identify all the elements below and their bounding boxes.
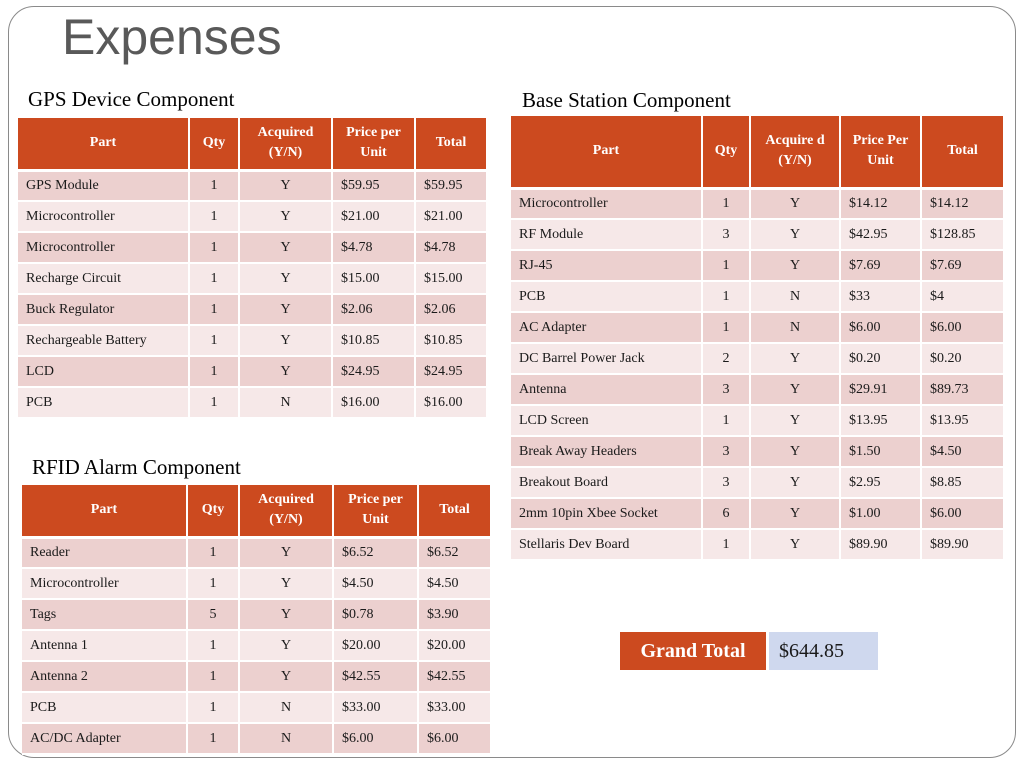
table-row [511, 188, 1003, 219]
price-cell: $33.00 [333, 692, 418, 723]
total-cell: $14.12 [921, 188, 1003, 219]
part-cell: 2mm 10pin Xbee Socket [511, 498, 702, 529]
part-cell: Reader [22, 537, 187, 568]
price-cell: $4.78 [332, 232, 415, 263]
acquired-cell: Y [239, 294, 332, 325]
table-row [511, 343, 1003, 374]
table-row [511, 529, 1003, 560]
price-cell: $0.20 [840, 343, 921, 374]
part-cell: AC/DC Adapter [22, 723, 187, 754]
total-cell: $6.00 [921, 498, 1003, 529]
table-row [511, 281, 1003, 312]
table-row [511, 405, 1003, 436]
table-row [18, 325, 486, 356]
part-cell: Antenna 2 [22, 661, 187, 692]
total-cell: $10.85 [415, 325, 486, 356]
column-header-acquired: Acquired (Y/N) [239, 118, 332, 170]
base-section-label: Base Station Component [522, 88, 731, 112]
price-cell: $33 [840, 281, 921, 312]
table-row [511, 498, 1003, 529]
total-cell: $59.95 [415, 170, 486, 201]
acquired-cell: Y [750, 374, 840, 405]
qty-cell: 1 [189, 294, 239, 325]
rfid-expenses-table [22, 485, 490, 755]
price-cell: $21.00 [332, 201, 415, 232]
total-cell: $4.78 [415, 232, 486, 263]
acquired-cell: Y [239, 537, 333, 568]
acquired-cell: Y [750, 436, 840, 467]
qty-cell: 3 [702, 436, 750, 467]
table-row [18, 387, 486, 418]
acquired-cell: Y [239, 201, 332, 232]
total-cell: $13.95 [921, 405, 1003, 436]
column-header-price: Price per Unit [332, 118, 415, 170]
qty-cell: 1 [189, 356, 239, 387]
qty-cell: 1 [187, 661, 239, 692]
acquired-cell: Y [239, 661, 333, 692]
table-row [22, 537, 490, 568]
qty-cell: 1 [189, 232, 239, 263]
table-row [18, 356, 486, 387]
price-cell: $89.90 [840, 529, 921, 560]
acquired-cell: Y [750, 250, 840, 281]
total-cell: $6.00 [921, 312, 1003, 343]
acquired-cell: Y [750, 219, 840, 250]
acquired-cell: N [750, 312, 840, 343]
column-header-part: Part [22, 485, 187, 537]
grand-total-label: Grand Total [620, 632, 766, 670]
price-cell: $15.00 [332, 263, 415, 294]
acquired-cell: Y [239, 232, 332, 263]
acquired-cell: Y [239, 356, 332, 387]
acquired-cell: N [750, 281, 840, 312]
part-cell: Rechargeable Battery [18, 325, 189, 356]
table-row [511, 374, 1003, 405]
price-cell: $7.69 [840, 250, 921, 281]
column-header-qty: Qty [189, 118, 239, 170]
part-cell: DC Barrel Power Jack [511, 343, 702, 374]
qty-cell: 6 [702, 498, 750, 529]
part-cell: Buck Regulator [18, 294, 189, 325]
price-cell: $20.00 [333, 630, 418, 661]
total-cell: $33.00 [418, 692, 490, 723]
acquired-cell: Y [750, 188, 840, 219]
table-row [511, 219, 1003, 250]
part-cell: PCB [511, 281, 702, 312]
acquired-cell: Y [750, 467, 840, 498]
acquired-cell: Y [750, 529, 840, 560]
price-cell: $6.00 [840, 312, 921, 343]
part-cell: Microcontroller [22, 568, 187, 599]
price-cell: $24.95 [332, 356, 415, 387]
part-cell: Microcontroller [511, 188, 702, 219]
gps-section-label: GPS Device Component [28, 87, 235, 111]
table-row [22, 661, 490, 692]
table-row [18, 263, 486, 294]
qty-cell: 1 [187, 692, 239, 723]
total-cell: $15.00 [415, 263, 486, 294]
qty-cell: 1 [702, 188, 750, 219]
part-cell: RJ-45 [511, 250, 702, 281]
acquired-cell: Y [239, 325, 332, 356]
table-row [22, 599, 490, 630]
qty-cell: 2 [702, 343, 750, 374]
qty-cell: 3 [702, 219, 750, 250]
qty-cell: 1 [702, 250, 750, 281]
part-cell: Antenna 1 [22, 630, 187, 661]
acquired-cell: Y [239, 568, 333, 599]
total-cell: $24.95 [415, 356, 486, 387]
column-header-qty: Qty [702, 116, 750, 188]
total-cell: $128.85 [921, 219, 1003, 250]
qty-cell: 1 [189, 170, 239, 201]
table-row [22, 568, 490, 599]
table-row [22, 630, 490, 661]
price-cell: $1.00 [840, 498, 921, 529]
table-row [18, 294, 486, 325]
part-cell: Microcontroller [18, 201, 189, 232]
part-cell: Microcontroller [18, 232, 189, 263]
total-cell: $89.73 [921, 374, 1003, 405]
table-row [511, 436, 1003, 467]
column-header-qty: Qty [187, 485, 239, 537]
qty-cell: 1 [187, 568, 239, 599]
table-row [22, 692, 490, 723]
table-row [18, 232, 486, 263]
total-cell: $0.20 [921, 343, 1003, 374]
table-row [18, 170, 486, 201]
part-cell: LCD [18, 356, 189, 387]
qty-cell: 1 [189, 201, 239, 232]
column-header-total: Total [415, 118, 486, 170]
part-cell: PCB [18, 387, 189, 418]
total-cell: $6.00 [418, 723, 490, 754]
qty-cell: 1 [187, 723, 239, 754]
price-cell: $13.95 [840, 405, 921, 436]
table-row [511, 250, 1003, 281]
price-cell: $2.95 [840, 467, 921, 498]
part-cell: LCD Screen [511, 405, 702, 436]
price-cell: $4.50 [333, 568, 418, 599]
price-cell: $6.00 [333, 723, 418, 754]
price-cell: $29.91 [840, 374, 921, 405]
acquired-cell: Y [239, 263, 332, 294]
acquired-cell: Y [750, 498, 840, 529]
base-station-expenses-table [511, 116, 1003, 561]
total-cell: $20.00 [418, 630, 490, 661]
total-cell: $16.00 [415, 387, 486, 418]
part-cell: GPS Module [18, 170, 189, 201]
column-header-price: Price per Unit [333, 485, 418, 537]
grand-total-value: $644.85 [769, 632, 878, 670]
table-row [22, 723, 490, 754]
total-cell: $6.52 [418, 537, 490, 568]
price-cell: $42.95 [840, 219, 921, 250]
column-header-price: Price Per Unit [840, 116, 921, 188]
qty-cell: 1 [702, 405, 750, 436]
acquired-cell: Y [239, 170, 332, 201]
total-cell: $8.85 [921, 467, 1003, 498]
part-cell: RF Module [511, 219, 702, 250]
price-cell: $1.50 [840, 436, 921, 467]
total-cell: $3.90 [418, 599, 490, 630]
table-row [511, 467, 1003, 498]
rfid-section-label: RFID Alarm Component [32, 455, 241, 479]
qty-cell: 1 [189, 325, 239, 356]
total-cell: $4.50 [921, 436, 1003, 467]
qty-cell: 1 [187, 630, 239, 661]
qty-cell: 1 [702, 312, 750, 343]
part-cell: Antenna [511, 374, 702, 405]
total-cell: $4 [921, 281, 1003, 312]
part-cell: Break Away Headers [511, 436, 702, 467]
column-header-part: Part [511, 116, 702, 188]
price-cell: $0.78 [333, 599, 418, 630]
acquired-cell: Y [239, 630, 333, 661]
column-header-part: Part [18, 118, 189, 170]
total-cell: $42.55 [418, 661, 490, 692]
total-cell: $7.69 [921, 250, 1003, 281]
column-header-total: Total [418, 485, 490, 537]
acquired-cell: Y [750, 405, 840, 436]
part-cell: Stellaris Dev Board [511, 529, 702, 560]
column-header-total: Total [921, 116, 1003, 188]
total-cell: $89.90 [921, 529, 1003, 560]
part-cell: Breakout Board [511, 467, 702, 498]
acquired-cell: Y [750, 343, 840, 374]
gps-expenses-table [18, 118, 486, 419]
qty-cell: 1 [189, 387, 239, 418]
part-cell: AC Adapter [511, 312, 702, 343]
column-header-acquired: Acquired (Y/N) [239, 485, 333, 537]
total-cell: $2.06 [415, 294, 486, 325]
qty-cell: 1 [189, 263, 239, 294]
acquired-cell: N [239, 692, 333, 723]
acquired-cell: Y [239, 599, 333, 630]
price-cell: $42.55 [333, 661, 418, 692]
qty-cell: 3 [702, 374, 750, 405]
column-header-acquired: Acquire d (Y/N) [750, 116, 840, 188]
total-cell: $21.00 [415, 201, 486, 232]
acquired-cell: N [239, 723, 333, 754]
part-cell: Recharge Circuit [18, 263, 189, 294]
page-title: Expenses [62, 9, 282, 65]
price-cell: $6.52 [333, 537, 418, 568]
price-cell: $10.85 [332, 325, 415, 356]
part-cell: PCB [22, 692, 187, 723]
qty-cell: 1 [702, 281, 750, 312]
qty-cell: 5 [187, 599, 239, 630]
table-row [18, 201, 486, 232]
table-row [511, 312, 1003, 343]
part-cell: Tags [22, 599, 187, 630]
qty-cell: 1 [702, 529, 750, 560]
total-cell: $4.50 [418, 568, 490, 599]
qty-cell: 3 [702, 467, 750, 498]
price-cell: $2.06 [332, 294, 415, 325]
qty-cell: 1 [187, 537, 239, 568]
price-cell: $16.00 [332, 387, 415, 418]
price-cell: $59.95 [332, 170, 415, 201]
price-cell: $14.12 [840, 188, 921, 219]
acquired-cell: N [239, 387, 332, 418]
